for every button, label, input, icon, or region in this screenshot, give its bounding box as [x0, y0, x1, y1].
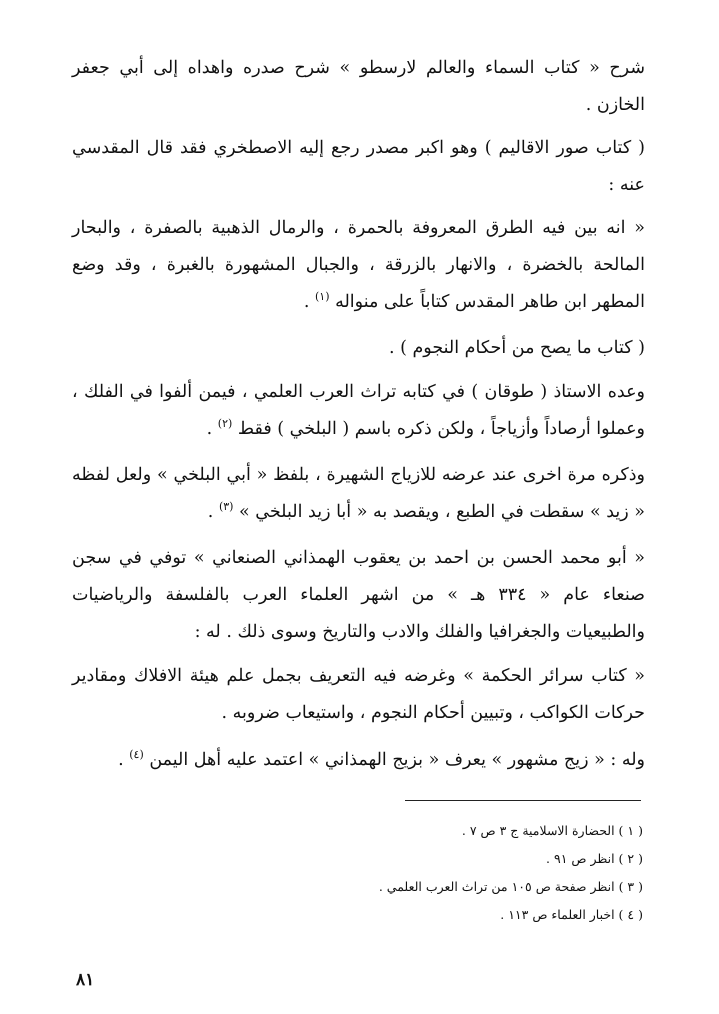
paragraph-2-text: ( كتاب صور الاقاليم ) وهو اكبر مصدر رجع إليه الاصطخري فقد قال المقدسي عنه : [72, 138, 645, 195]
paragraph-3-text: « انه بين فيه الطرق المعروفة بالحمرة ، والرمال الذهبية بالصفرة ، والبحار المالحة بالخضرة ، والانهار بالزرقة ، والجبال المشهورة بالغبرة ، وقد وضع المطهر ابن طاهر المقدس كتاباً على منواله [72, 218, 645, 312]
paragraph-6 [72, 457, 645, 531]
paragraph-9 [72, 742, 645, 779]
paragraph-7-text: « أبو محمد الحسن بن احمد بن يعقوب الهمذاني الصنعاني » توفي في سجن صنعاء عام « ٣٣٤ هـ » من اشهر العلماء العرب بالفلسفة والرياضيات والطبيعيات والجغرافيا والفلك والادب والتاريخ وسوى ذلك . له : [72, 548, 645, 642]
footnote-1: ( ١ ) الحضارة الاسلامية ج ٣ ص ٧ . [461, 823, 643, 838]
footnote-2: ( ٢ ) انظر ص ٩١ . [546, 851, 643, 866]
paragraph-9-text: وله : « زيج مشهور » يعرف « بزيج الهمذاني » اعتمد عليه أهل اليمن [149, 750, 645, 770]
paragraph-3-end: . [303, 292, 315, 312]
footnote-3: ( ٣ ) انظر صفحة ص ١٠٥ من تراث العرب العلمي . [378, 879, 643, 894]
paragraph-1 [72, 50, 645, 124]
footnote-divider [405, 800, 641, 801]
footnote-ref-4: (٤) [129, 748, 144, 762]
page-number: ٨١ [76, 970, 95, 990]
paragraph-4-text: ( كتاب ما يصح من أحكام النجوم ) . [388, 338, 645, 358]
paragraph-1-text: شرح « كتاب السماء والعالم لارسطو » شرح صدره واهداه إلى أبي جعفر الخازن . [72, 58, 645, 115]
footnote-ref-3: (٣) [218, 500, 234, 514]
paragraph-4 [72, 330, 645, 367]
paragraph-5-text: وعده الاستاذ ( طوقان ) في كتابه تراث العرب العلمي ، فيمن ألفوا في الفلك ، وعملوا أرصاداً وأزياجاً ، ولكن ذكره باسم ( البلخي ) فقط [72, 382, 645, 439]
paragraph-3-quote [72, 210, 645, 321]
footnote-ref-1: (١) [314, 290, 330, 304]
paragraph-9-end: . [118, 750, 130, 770]
paragraph-5 [72, 374, 645, 448]
footnote-ref-2: (٢) [217, 417, 233, 431]
paragraph-7 [72, 540, 645, 651]
paragraph-6-end: . [207, 502, 219, 522]
paragraph-8 [72, 658, 645, 732]
paragraph-8-text: « كتاب سرائر الحكمة » وغرضه فيه التعريف بجمل علم هيئة الافلاك ومقادير حركات الكواكب ، وتبيين أحكام النجوم ، واستيعاب ضروبه . [72, 666, 645, 723]
paragraph-6-text: وذكره مرة اخرى عند عرضه للازياج الشهيرة ، بلفظ « أبي البلخي » ولعل لفظه « زيد » سقطت في الطبع ، ويقصد به « أبا زيد البلخي » [72, 465, 645, 522]
paragraph-5-end: . [206, 419, 218, 439]
paragraph-2 [72, 130, 645, 204]
footnote-4: ( ٤ ) اخبار العلماء ص ١١٣ . [500, 907, 643, 922]
